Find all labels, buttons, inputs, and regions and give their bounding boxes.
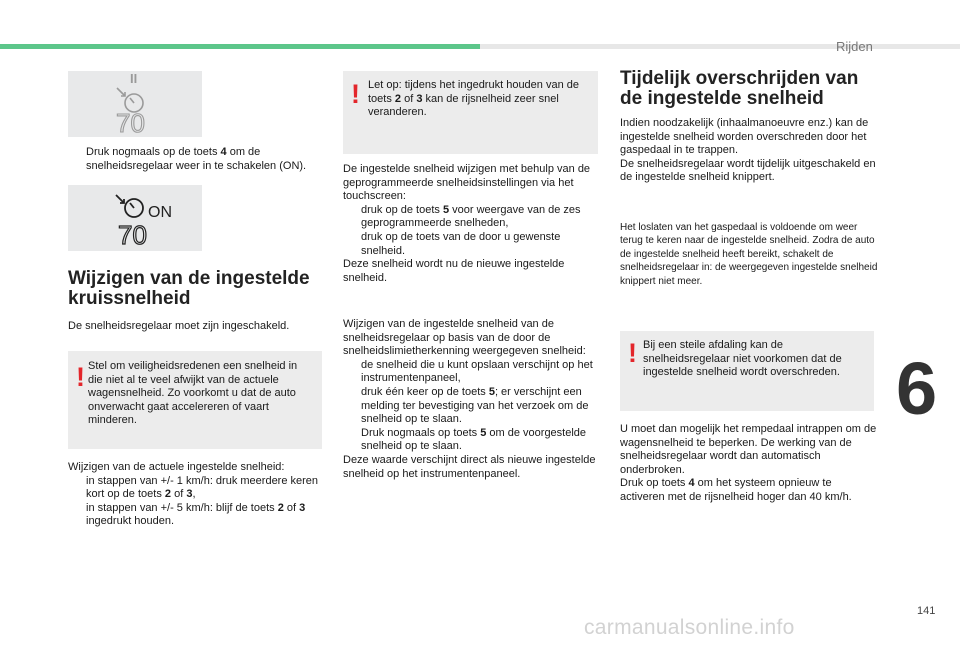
warning-icon: ! bbox=[628, 338, 637, 368]
change-current-speed: Wijzigen van de actuele ingestelde snelheid: in stappen van +/- 1 km/h: druk meerdere keren kort op de toets 2 of 3, in stappen van +/- 5 km/h: blijf de toets 2 of 3 ingedrukt houden. bbox=[68, 461, 322, 529]
progress-bar-green bbox=[0, 44, 480, 49]
list-item: Druk nogmaals op toets 5 om de voorgestelde snelheid op te slaan. bbox=[361, 426, 587, 453]
chapter-number: 6 bbox=[896, 347, 938, 430]
set-speed-digits: 70 bbox=[118, 220, 147, 250]
list-item: in stappen van +/- 5 km/h: blijf de toets 2 of 3 ingedrukt houden. bbox=[86, 501, 306, 528]
release-accelerator-text: Het loslaten van het gaspedaal is voldoende om weer terug te keren naar de ingestelde snelheid. Zodra de auto de ingestelde snelheid heeft bereikt, schakelt de snelheidsregelaar in: de weergegeven ingestelde snelheid knippert niet meer. bbox=[620, 222, 878, 287]
speed-limit-recognition-instructions: Wijzigen van de ingestelde snelheid van de snelheidsregelaar op basis van de door de snelheidslimietherkenning weergegeven snelheid: de snelheid die u kunt opslaan verschijnt op het instrumentenpaneel, druk één keer op de toets 5; er verschijnt een melding ter bevestiging van het verzoek om de snelheid op te slaan. Druk nogmaals op toets 5 om de voorgestelde snelheid op te slaan. Deze waarde verschijnt direct als nieuwe ingestelde snelheid op het instrumentenpaneel. bbox=[343, 318, 601, 481]
touchscreen-instructions: De ingestelde snelheid wijzigen met behulp van de geprogrammeerde snelheidsinstellingen via het touchscreen: druk op de toets 5 voor weergave van de zes geprogrammeerde snelheden, druk op de toets van de door u gewenste snelheid. Deze snelheid wordt nu de nieuwe ingestelde snelheid. bbox=[343, 163, 601, 285]
warning-icon: ! bbox=[76, 362, 85, 392]
warning-box-hold bbox=[343, 71, 598, 154]
heading-change-speed: Wijzigen van de ingestelde kruissnelheid bbox=[68, 268, 310, 309]
cruise-paused-illustration bbox=[68, 71, 202, 137]
list-item: druk op de toets van de door u gewenste snelheid. bbox=[361, 230, 561, 257]
heading-temporary-exceed: Tijdelijk overschrijden van de ingestelde snelheid bbox=[620, 68, 859, 109]
warning-text: Stel om veiligheidsredenen een snelheid in die niet al te veel afwijkt van de actuele wagensnelheid. Zo voorkomt u dat de auto onverwacht gaat accelereren of vaart minderen. bbox=[88, 360, 298, 427]
cruise-on-illustration bbox=[68, 185, 202, 251]
page-number: 141 bbox=[917, 605, 936, 617]
step-reactivate: Druk nogmaals op de toets 4 om de snelheidsregelaar weer in te schakelen (ON). bbox=[86, 146, 307, 172]
warning-box-descent bbox=[620, 331, 874, 411]
warning-icon: ! bbox=[351, 79, 360, 109]
on-status: ON bbox=[148, 204, 172, 221]
watermark: carmanualsonline.info bbox=[584, 616, 795, 639]
warning-box-safety bbox=[68, 351, 322, 449]
list-item: de snelheid die u kunt opslaan verschijnt op het instrumentenpaneel, bbox=[361, 358, 593, 385]
speedometer-icon bbox=[116, 195, 143, 217]
section-title: Rijden bbox=[836, 39, 873, 54]
warning-text: Let op: tijdens het ingedrukt houden van de toets 2 of 3 kan de rijsnelheid zeer snel veranderen. bbox=[368, 79, 579, 119]
warning-text: Bij een steile afdaling kan de snelheidsregelaar niet voorkomen dat de ingestelde snelheid wordt overschreden. bbox=[643, 339, 842, 379]
exceed-intro: Indien noodzakelijk (inhaalmanoeuvre enz.) kan de ingestelde snelheid worden overschreden door het gaspedaal in te trappen. De snelheidsregelaar wordt tijdelijk uitgeschakeld en de ingestelde snelheid knippert. bbox=[620, 117, 876, 184]
header-bar-gray bbox=[480, 44, 960, 49]
pause-symbol: II bbox=[130, 71, 138, 86]
intro-text: De snelheidsregelaar moet zijn ingeschakeld. bbox=[68, 320, 290, 332]
list-item: druk één keer op de toets 5; er verschijnt een melding ter bevestiging van het verzoek om de snelheid op te slaan. bbox=[361, 385, 589, 426]
set-speed-digits: 70 bbox=[116, 108, 145, 137]
list-item: in stappen van +/- 1 km/h: druk meerdere keren kort op de toets 2 of 3, bbox=[86, 474, 319, 501]
brake-instructions: U moet dan mogelijk het rempedaal intrappen om de wagensnelheid te beperken. De werking van de snelheidsregelaar wordt dan automatisch onderbroken. Druk op toets 4 om het systeem opnieuw te activeren met de rijsnelheid hoger dan 40 km/h. bbox=[620, 423, 877, 503]
list-item: druk op de toets 5 voor weergave van de zes geprogrammeerde snelheden, bbox=[361, 203, 581, 230]
